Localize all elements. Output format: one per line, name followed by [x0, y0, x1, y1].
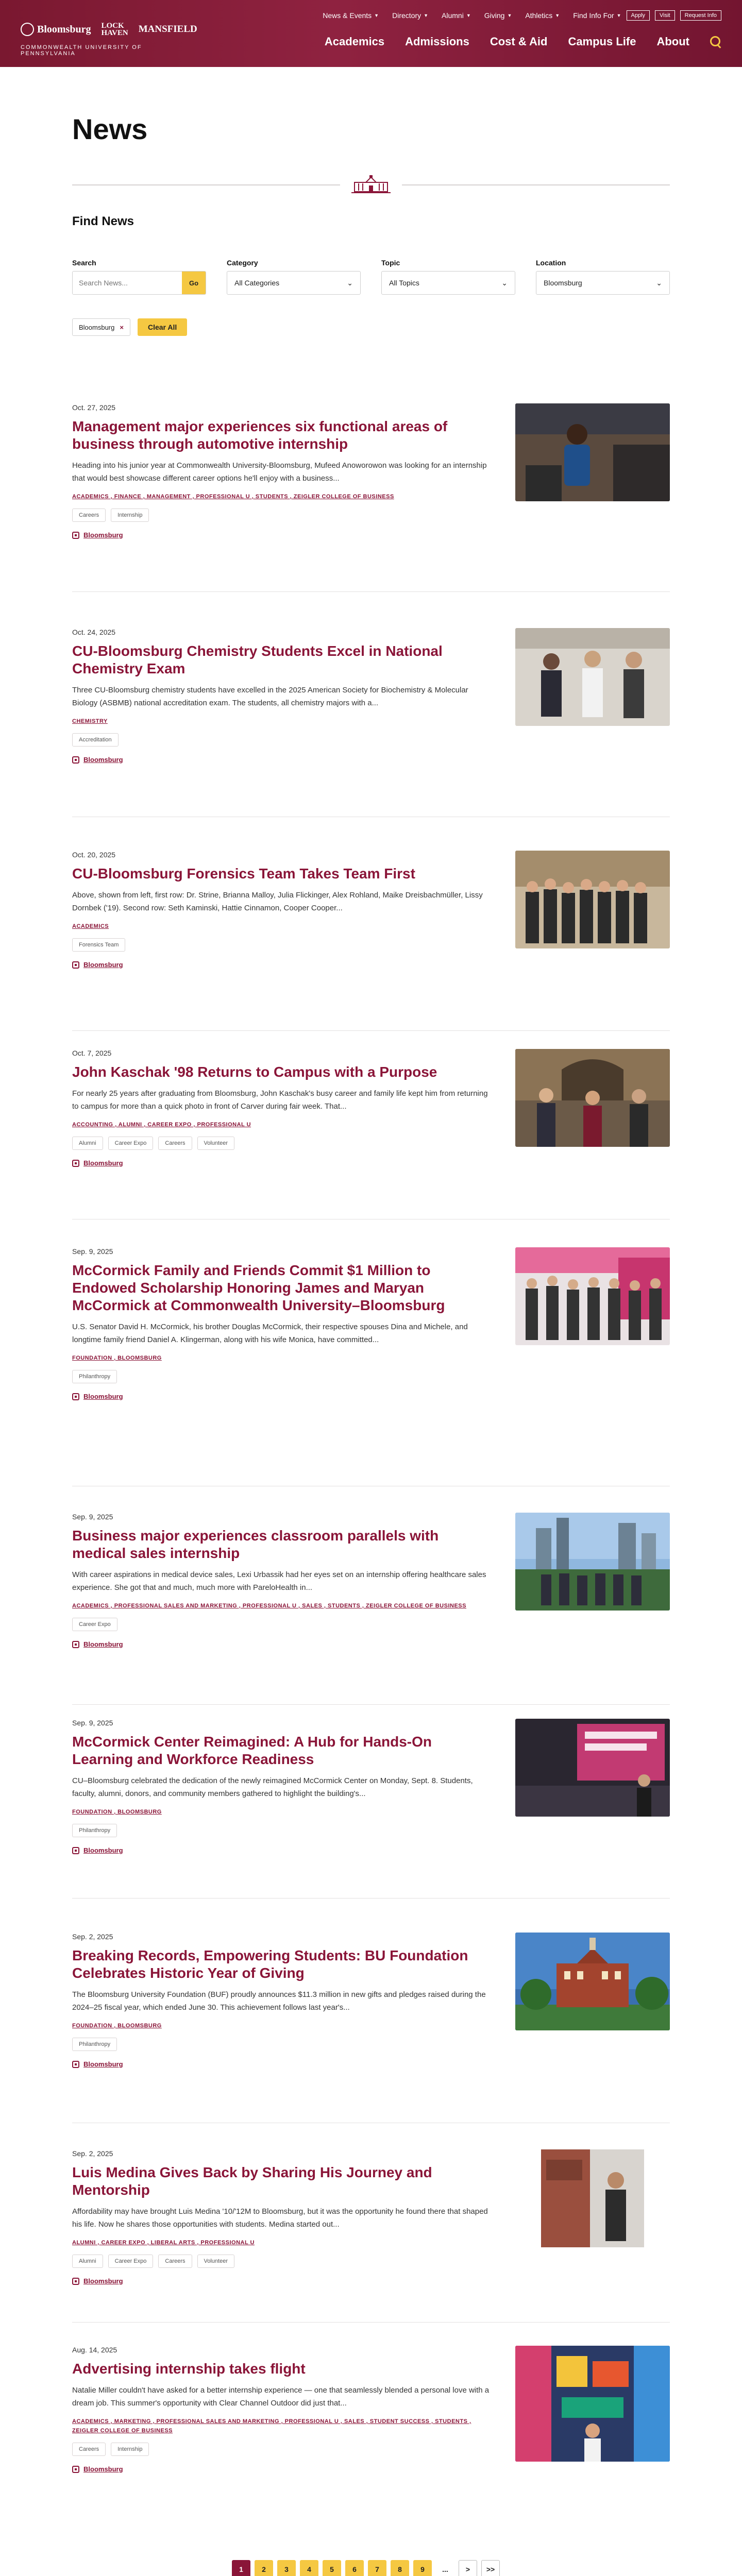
article-tags [72, 1618, 495, 1631]
page-title: News [72, 113, 148, 145]
logo-name-haven: HAVEN [101, 29, 128, 37]
campus-label: Bloomsburg [83, 2465, 123, 2473]
tag-link[interactable]: Alumni [72, 1137, 103, 1150]
chevron-down-icon: ▼ [555, 13, 560, 18]
request-info-button[interactable]: Request Info [680, 10, 721, 21]
article-image[interactable] [515, 628, 670, 726]
location-value: Bloomsburg [544, 279, 582, 287]
search-go-button[interactable]: Go [182, 272, 206, 294]
article-excerpt: Affordability may have brought Luis Medina '10/'12M to Bloomsburg, but it was the opportunity he found there that shaped his life. Now he shares those opportunities with students. Medina started out... [72, 2207, 488, 2229]
campus-icon [72, 1393, 79, 1400]
page-5-button[interactable]: 5 [323, 2560, 341, 2576]
utility-label: Directory [392, 11, 421, 20]
tag-link[interactable]: Forensics Team [72, 938, 125, 952]
tag-link[interactable]: Alumni [72, 2255, 103, 2268]
last-page-button[interactable]: >> [481, 2560, 500, 2576]
article-image[interactable] [515, 403, 670, 501]
campus-icon [72, 1847, 79, 1854]
article-image[interactable] [515, 1933, 670, 2030]
article-tags [72, 2255, 495, 2268]
search-input[interactable] [73, 272, 182, 294]
chevron-down-icon: ▼ [507, 13, 512, 18]
article-excerpt: Above, shown from left, first row: Dr. Strine, Brianna Malloy, Julia Flickinger, Alex Rohland, Maike Dreisbachmüller, Lissy Dornbek ('19). Second row: Seth Kaminski, Hattie Cinnamon, Cooper Cooper... [72, 891, 483, 912]
article-tags [72, 2038, 495, 2051]
page-9-button[interactable]: 9 [413, 2560, 432, 2576]
tag-link[interactable]: Careers [72, 509, 106, 522]
category-value: All Categories [234, 279, 280, 287]
campus-label: Bloomsburg [83, 2060, 123, 2068]
utility-directory[interactable] [392, 11, 428, 20]
chevron-down-icon: ⌄ [501, 278, 508, 287]
article-image[interactable] [515, 1247, 670, 1345]
campus-icon [72, 961, 79, 969]
campus-label: Bloomsburg [83, 961, 123, 969]
chevron-down-icon: ⌄ [347, 278, 353, 287]
article-excerpt: CU–Bloomsburg celebrated the dedication of the newly reimagined McCormick Center on Monday, Sept. 8. Students, faculty, alumni, donors, and community members gathered to highlight the building's... [72, 1776, 473, 1798]
campus-icon [72, 2061, 79, 2068]
tag-link[interactable]: Accreditation [72, 733, 119, 747]
divider-line [72, 184, 340, 185]
campus-label: Bloomsburg [83, 1393, 123, 1400]
article-date: Sep. 2, 2025 [72, 1933, 113, 1941]
campus-label: Bloomsburg [83, 756, 123, 764]
article-title-link[interactable]: CU-Bloomsburg Forensics Team Takes Team First [72, 866, 415, 882]
article-title-link[interactable]: CU-Bloomsburg Chemistry Students Excel in National Chemistry Exam [72, 643, 443, 676]
article-title-link[interactable]: McCormick Family and Friends Commit $1 Million to Endowed Scholarship Honoring James and Maryan McCormick at Commonwealth University–Bloomsburg [72, 1262, 445, 1313]
article-title-link[interactable]: Breaking Records, Empowering Students: BU Foundation Celebrates Historic Year of Giving [72, 1947, 468, 1981]
campus-label: Bloomsburg [83, 1846, 123, 1854]
utility-label: Giving [484, 11, 505, 20]
article-campus-link[interactable] [72, 2060, 495, 2068]
search-box [72, 271, 206, 295]
university-logo[interactable] [21, 21, 196, 57]
nav-about[interactable]: About [656, 35, 689, 48]
utility-alumni[interactable] [442, 11, 471, 20]
carver-hall-emblem-icon [350, 175, 392, 196]
news-article [72, 403, 670, 539]
article-image[interactable] [515, 2346, 670, 2462]
tag-link[interactable]: Internship [111, 509, 149, 522]
chevron-down-icon: ▼ [616, 13, 621, 18]
article-date: Sep. 9, 2025 [72, 1513, 113, 1521]
news-article [72, 1247, 670, 1400]
news-article [72, 2149, 670, 2285]
tag-link[interactable]: Careers [72, 2443, 106, 2456]
page-7-button[interactable]: 7 [368, 2560, 386, 2576]
logo-name-bloomsburg: Bloomsburg [37, 23, 91, 35]
news-article [72, 1933, 670, 2068]
nav-admissions[interactable]: Admissions [405, 35, 469, 48]
close-icon[interactable]: × [120, 323, 124, 331]
news-article [72, 1719, 670, 1854]
page-4-button[interactable]: 4 [300, 2560, 318, 2576]
article-categories[interactable]: ALUMNI , CAREER EXPO , LIBERAL ARTS , PROFESSIONAL U [72, 2240, 255, 2246]
article-separator [72, 1704, 670, 1705]
tag-link[interactable]: Careers [158, 2255, 192, 2268]
active-filter-chip[interactable] [72, 318, 130, 336]
category-select[interactable] [227, 271, 361, 295]
utility-label: Alumni [442, 11, 464, 20]
article-separator [72, 2322, 670, 2323]
article-date: Aug. 14, 2025 [72, 2346, 117, 2354]
article-title-link[interactable]: Management major experiences six functional areas of business through automotive internship [72, 418, 448, 452]
article-campus-link[interactable] [72, 756, 495, 764]
page-3-button[interactable]: 3 [277, 2560, 296, 2576]
search-filter [72, 259, 206, 295]
campus-icon [72, 1160, 79, 1167]
clear-all-button[interactable]: Clear All [138, 318, 187, 336]
article-excerpt: U.S. Senator David H. McCormick, his brother Douglas McCormick, their respective spouses Dina and Michele, and longtime family friend Daniel A. Klingerman, along with his wife Monica, have committed... [72, 1323, 468, 1344]
tag-link[interactable]: Career Expo [108, 2255, 154, 2268]
article-title-link[interactable]: John Kaschak '98 Returns to Campus with a Purpose [72, 1064, 437, 1080]
bloomsburg-mark-icon [21, 23, 34, 36]
chevron-down-icon: ▼ [424, 13, 429, 18]
tag-link[interactable]: Philanthropy [72, 1824, 117, 1837]
article-excerpt: For nearly 25 years after graduating from Bloomsburg, John Kaschak's busy career and family life kept him from returning to campus for more than a quick photo in front of Carver during fair week. That... [72, 1089, 488, 1111]
article-excerpt: Heading into his junior year at Commonwealth University-Bloomsburg, Mufeed Anoworowon was looking for an internship that would best showcase different career options he'll enjoy with a business... [72, 461, 487, 483]
article-date: Oct. 20, 2025 [72, 851, 116, 859]
utility-news-events[interactable] [323, 11, 379, 20]
article-categories[interactable]: FOUNDATION , BLOOMSBURG [72, 2023, 162, 2029]
article-campus-link[interactable] [72, 1846, 495, 1854]
article-tags [72, 733, 495, 747]
article-image[interactable] [515, 2149, 670, 2247]
article-image[interactable] [515, 1719, 670, 1817]
nav-campus-life[interactable]: Campus Life [568, 35, 636, 48]
article-excerpt: Three CU-Bloomsburg chemistry students have excelled in the 2025 American Society for Biochemistry & Molecular Biology (ASBMB) national accreditation exam. The students, all chemistry majors with a... [72, 686, 468, 707]
utility-label: Athletics [525, 11, 553, 20]
logo-name-lock: LOCK [101, 22, 124, 30]
chevron-down-icon: ▼ [374, 13, 379, 18]
article-date: Oct. 7, 2025 [72, 1049, 112, 1057]
article-excerpt: Natalie Miller couldn't have asked for a better internship experience — one that seamlessly blended a personal love with a dream job. This summer's opportunity with Clear Channel Outdoor did just that... [72, 2386, 490, 2408]
page-1-button[interactable]: 1 [232, 2560, 250, 2576]
location-filter [536, 259, 670, 295]
article-title-link[interactable]: Luis Medina Gives Back by Sharing His Journey and Mentorship [72, 2164, 432, 2198]
news-article [72, 1049, 670, 1167]
article-date: Sep. 9, 2025 [72, 1719, 113, 1727]
utility-find-info-for[interactable] [573, 11, 621, 20]
logo-name-lock-haven [101, 22, 128, 37]
article-campus-link[interactable] [72, 531, 495, 539]
utility-giving[interactable] [484, 11, 512, 20]
article-campus-link[interactable] [72, 1393, 495, 1400]
utility-nav [323, 10, 721, 21]
utility-label: Find Info For [573, 11, 614, 20]
divider-line [402, 184, 670, 185]
nav-academics[interactable]: Academics [324, 35, 385, 48]
tag-link[interactable]: Careers [158, 1137, 192, 1150]
article-excerpt: The Bloomsburg University Foundation (BUF) proudly announces $11.3 million in new gifts and pledges raised during the 2024–25 fiscal year, which ended June 30. This achievement follows last year's... [72, 1990, 486, 2012]
campus-icon [72, 1641, 79, 1648]
news-article [72, 2346, 670, 2473]
pagination-ellipsis: ... [442, 2565, 448, 2573]
news-article [72, 1513, 670, 1648]
news-article [72, 851, 670, 969]
article-date: Sep. 9, 2025 [72, 1247, 113, 1256]
article-campus-link[interactable] [72, 1159, 495, 1167]
article-excerpt: With career aspirations in medical device sales, Lexi Urbassik had her eyes set on an internship offering healthcare sales experience. She got that and much, much more with PareloHealth in... [72, 1570, 486, 1592]
article-campus-link[interactable] [72, 2465, 495, 2473]
article-categories[interactable]: FOUNDATION , BLOOMSBURG [72, 1809, 162, 1815]
chevron-down-icon: ⌄ [656, 278, 662, 287]
location-select[interactable] [536, 271, 670, 295]
utility-athletics[interactable] [525, 11, 560, 20]
tag-link[interactable]: Internship [111, 2443, 149, 2456]
article-campus-link[interactable] [72, 961, 495, 969]
tag-link[interactable]: Career Expo [72, 1618, 117, 1631]
campus-label: Bloomsburg [83, 531, 123, 539]
logo-subline: COMMONWEALTH UNIVERSITY OF PENNSYLVANIA [21, 44, 142, 57]
article-title-link[interactable]: Business major experiences classroom parallels with medical sales internship [72, 1528, 439, 1561]
apply-button[interactable]: Apply [627, 10, 650, 21]
article-categories[interactable]: ACCOUNTING , ALUMNI , CAREER EXPO , PROFESSIONAL U [72, 1122, 251, 1128]
article-categories[interactable]: CHEMISTRY [72, 718, 108, 724]
title-divider [72, 175, 670, 196]
visit-button[interactable]: Visit [655, 10, 675, 21]
campus-icon [72, 2466, 79, 2473]
article-campus-link[interactable] [72, 2277, 495, 2285]
article-campus-link[interactable] [72, 1640, 495, 1648]
article-image[interactable] [515, 1049, 670, 1147]
article-tags [72, 1370, 495, 1383]
active-filters [72, 318, 187, 336]
nav-cost-aid[interactable]: Cost & Aid [490, 35, 548, 48]
article-categories[interactable]: ACADEMICS , FINANCE , MANAGEMENT , PROFESSIONAL U , STUDENTS , ZEIGLER COLLEGE OF BUSINESS [72, 494, 394, 500]
tag-link[interactable]: Career Expo [108, 1137, 154, 1150]
article-tags [72, 1824, 495, 1837]
category-filter [227, 259, 361, 295]
chevron-down-icon: ▼ [466, 13, 471, 18]
tag-link[interactable]: Volunteer [197, 2255, 234, 2268]
topic-filter [381, 259, 515, 295]
topic-value: All Topics [389, 279, 419, 287]
article-date: Sep. 2, 2025 [72, 2149, 113, 2158]
page-8-button[interactable]: 8 [391, 2560, 409, 2576]
tag-link[interactable]: Philanthropy [72, 2038, 117, 2051]
article-tags [72, 2443, 495, 2456]
campus-icon [72, 2278, 79, 2285]
page-2-button[interactable]: 2 [255, 2560, 273, 2576]
campus-icon [72, 532, 79, 539]
article-title-link[interactable]: McCormick Center Reimagined: A Hub for Hands-On Learning and Workforce Readiness [72, 1734, 432, 1767]
topic-label: Topic [381, 259, 400, 267]
article-tags [72, 938, 495, 952]
article-categories[interactable]: ACADEMICS , MARKETING , PROFESSIONAL SALES AND MARKETING , PROFESSIONAL U , SALES , STUDENT SUCCESS , STUDENTS , ZEIGLER COLLEGE OF BUSINESS [72, 2418, 471, 2434]
article-categories[interactable]: ACADEMICS , PROFESSIONAL SALES AND MARKETING , PROFESSIONAL U , SALES , STUDENTS , ZEIGLER COLLEGE OF BUSINESS [72, 1603, 466, 1609]
utility-label: News & Events [323, 11, 372, 20]
article-separator [72, 1898, 670, 1899]
article-image[interactable] [515, 851, 670, 948]
article-date: Oct. 24, 2025 [72, 628, 116, 636]
tag-link[interactable]: Philanthropy [72, 1370, 117, 1383]
chip-label: Bloomsburg [79, 323, 115, 331]
article-title-link[interactable]: Advertising internship takes flight [72, 2361, 306, 2377]
article-separator [72, 591, 670, 592]
campus-label: Bloomsburg [83, 2277, 123, 2285]
next-page-button[interactable]: > [459, 2560, 477, 2576]
logo-name-mansfield: MANSFIELD [138, 24, 197, 35]
article-tags [72, 1137, 495, 1150]
topic-select[interactable] [381, 271, 515, 295]
article-categories[interactable]: FOUNDATION , BLOOMSBURG [72, 1355, 162, 1361]
campus-label: Bloomsburg [83, 1640, 123, 1648]
article-tags [72, 509, 495, 522]
campus-label: Bloomsburg [83, 1159, 123, 1167]
location-label: Location [536, 259, 566, 267]
search-icon[interactable] [710, 36, 721, 47]
site-header [0, 0, 742, 67]
pagination [232, 2560, 500, 2576]
news-article [72, 628, 670, 764]
search-label: Search [72, 259, 96, 267]
page-6-button[interactable]: 6 [345, 2560, 364, 2576]
campus-icon [72, 756, 79, 764]
tag-link[interactable]: Volunteer [197, 1137, 234, 1150]
article-separator [72, 1030, 670, 1031]
article-date: Oct. 27, 2025 [72, 403, 116, 412]
main-nav [325, 35, 721, 48]
article-image[interactable] [515, 1513, 670, 1611]
category-label: Category [227, 259, 258, 267]
article-categories[interactable]: ACADEMICS [72, 923, 109, 929]
find-news-heading: Find News [72, 214, 134, 228]
